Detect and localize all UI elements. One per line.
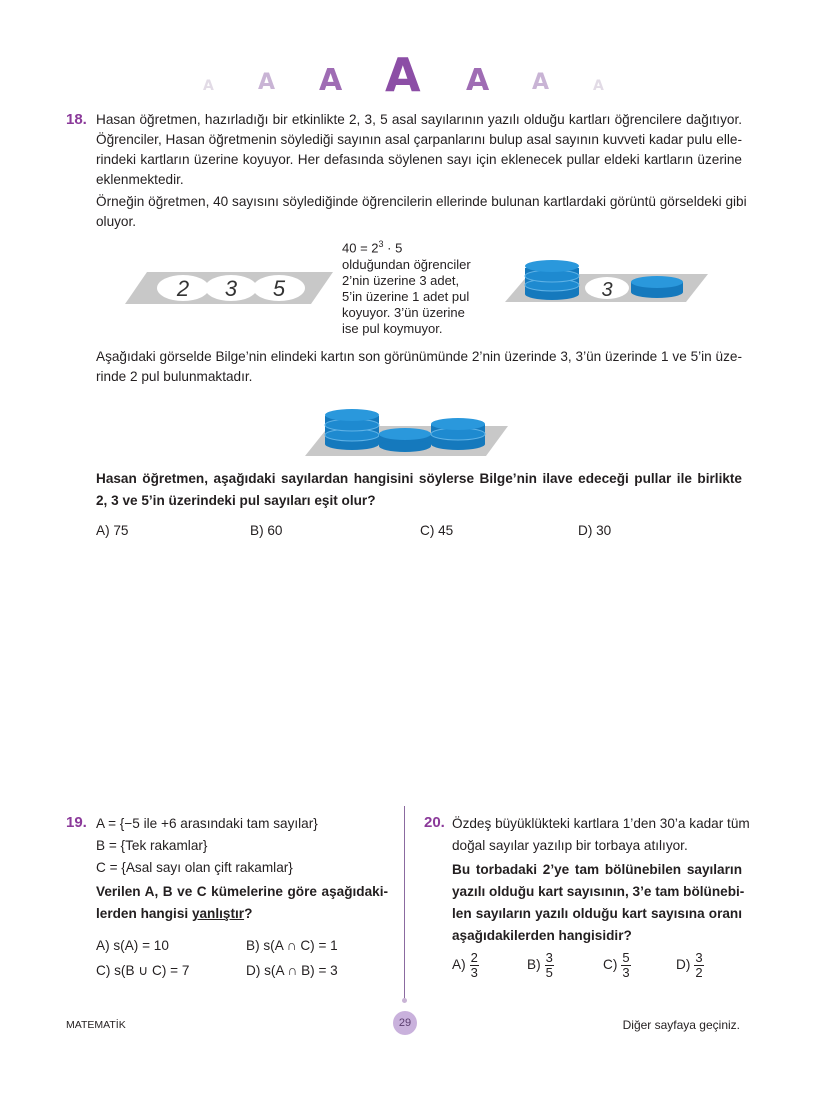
chip-stack-3: [525, 260, 579, 300]
equation: [342, 236, 471, 257]
text-line: len sayıların yazılı olduğu kart sayısına oranı: [452, 906, 742, 921]
underlined-word: yanlıştır: [191, 906, 245, 921]
set-a: A = {−5 ile +6 arasındaki tam sayılar}: [96, 816, 318, 831]
denominator: 3: [622, 965, 630, 980]
text-line: rindeki kartların üzerine koyuyor. Her defasında söylenen sayı için eklenecek pullar eldeki kartların üzerine: [96, 152, 742, 167]
card-number: 5: [272, 276, 286, 301]
question-text: lerden hangisi: [96, 906, 192, 921]
numerator: 3: [695, 950, 703, 965]
header-letter: A: [593, 78, 604, 94]
equation-base: 40 = 2: [342, 240, 379, 256]
q19-option-b[interactable]: B) s(A ∩ C) = 1: [246, 938, 338, 953]
equation-rest: · 5: [383, 240, 403, 256]
q20-body: [452, 813, 750, 947]
card-figure-example: [505, 254, 710, 304]
text-line: rinde 2 pul bulunmaktadır.: [96, 369, 253, 384]
text-line: aşağıdakilerden hangisidir?: [452, 928, 632, 943]
card-number: 3: [601, 279, 613, 301]
text-line: koyuyor. 3’ün üzerine: [342, 305, 465, 321]
q19-option-c[interactable]: C) s(B ∪ C) = 7: [96, 963, 190, 978]
q19-option-a[interactable]: A) s(A) = 10: [96, 938, 169, 953]
text-line: Öğrenciler, Hasan öğretmenin söylediği sayının asal çarpanlarını bulup asal sayının kuvveti kadar pulu elle-: [96, 132, 742, 147]
numerator: 2: [470, 950, 478, 965]
q18-option-d[interactable]: D) 30: [578, 523, 612, 538]
header-letter: A: [466, 63, 490, 98]
card-number: 3: [224, 276, 238, 301]
card-figure-initial: [125, 270, 335, 306]
chip-stack-1: [631, 276, 683, 298]
option-label: D): [676, 957, 691, 973]
text-line: oluyor.: [96, 214, 137, 229]
text-line: Hasan öğretmen, hazırladığı bir etkinlikte 2, 3, 5 asal sayılarının yazılı olduğu kartları öğrencilere dağıtıyor.: [96, 112, 742, 127]
option-label: A): [452, 957, 466, 973]
q18-option-c[interactable]: C) 45: [420, 523, 454, 538]
fraction: [621, 951, 630, 980]
set-c: C = {Asal sayı olan çift rakamlar}: [96, 860, 293, 875]
option-label: B): [527, 957, 541, 973]
divider-dot: [402, 998, 407, 1003]
q18-question: [96, 468, 742, 512]
numerator: 5: [622, 950, 630, 965]
text-line: Aşağıdaki görselde Bilge’nin elindeki kartın son görünümünde 2’nin üzerinde 3, 3’ün üzerinde 1 ve 5’in üze-: [96, 349, 742, 364]
text-line: Bu torbadaki 2’ye tam bölünebilen sayıların: [452, 862, 742, 877]
numerator: 3: [545, 950, 553, 965]
header-letter: A: [532, 70, 550, 95]
denominator: 5: [545, 965, 553, 980]
q18-option-a[interactable]: A) 75: [96, 523, 129, 538]
chip-stack-2: [431, 418, 485, 450]
chip-stack-3: [325, 409, 379, 450]
q19-body: [96, 813, 388, 925]
q20-option-d[interactable]: [676, 951, 704, 980]
column-divider: [404, 806, 405, 1002]
text-line: 5’in üzerine 1 adet pul: [342, 288, 470, 304]
text-line: ise pul koymuyor.: [342, 321, 443, 337]
q20-option-c[interactable]: [603, 951, 631, 980]
question-number: 20.: [424, 814, 445, 831]
question-number: 18.: [66, 111, 87, 128]
text-line: Hasan öğretmen, aşağıdaki sayılardan hangisini söylerse Bilge’nin ilave edeceği pullar ile birlikte: [96, 471, 742, 486]
card-number: 2: [176, 276, 190, 301]
text-line: olduğundan öğrenciler: [342, 256, 471, 272]
page-number: 29: [393, 1011, 417, 1035]
text-line: 2’nin üzerine 3 adet,: [342, 272, 460, 288]
denominator: 3: [470, 965, 478, 980]
text-line: yazılı olduğu kart sayısının, 3’e tam bölünebi-: [452, 884, 745, 899]
q18-option-b[interactable]: B) 60: [250, 523, 283, 538]
q19-option-d[interactable]: D) s(A ∩ B) = 3: [246, 963, 338, 978]
text-line: Örneğin öğretmen, 40 sayısını söylediğinde öğrencilerin ellerinde bulunan kartlardaki görüntü görseldeki gibi: [96, 194, 747, 209]
text-line: 2, 3 ve 5’in üzerindeki pul sayıları eşit olur?: [96, 493, 376, 508]
example-explanation: [342, 236, 471, 338]
equation-exponent: 3: [378, 239, 384, 249]
text-line: doğal sayılar yazılıp bir torbaya atılıyor.: [452, 838, 688, 853]
set-b: B = {Tek rakamlar}: [96, 838, 208, 853]
footer-subject: MATEMATİK: [66, 1019, 126, 1031]
question-number: 19.: [66, 814, 87, 831]
fraction: [545, 951, 554, 980]
denominator: 2: [695, 965, 703, 980]
text-line: Özdeş büyüklükteki kartlara 1’den 30’a kadar tüm: [452, 816, 750, 831]
card-figure-bilge: [305, 404, 510, 458]
q18-intro: [96, 110, 747, 232]
header-letter: A: [203, 78, 214, 94]
option-label: C): [603, 957, 618, 973]
header-letter: A: [385, 48, 421, 102]
q20-option-a[interactable]: [452, 951, 479, 980]
header-letter: A: [258, 70, 276, 95]
fraction: [470, 951, 479, 980]
question-mark: ?: [244, 906, 253, 921]
text-line: eklenmektedir.: [96, 172, 184, 187]
fraction: [694, 951, 703, 980]
bilge-description: [96, 347, 742, 387]
footer-next-page: Diğer sayfaya geçiniz.: [622, 1018, 740, 1032]
text-line: Verilen A, B ve C kümelerine göre aşağıdaki-: [96, 884, 388, 899]
header-letter: A: [319, 63, 343, 98]
q20-option-b[interactable]: [527, 951, 554, 980]
text-line: [96, 903, 388, 925]
chip-stack-1: [379, 428, 431, 452]
